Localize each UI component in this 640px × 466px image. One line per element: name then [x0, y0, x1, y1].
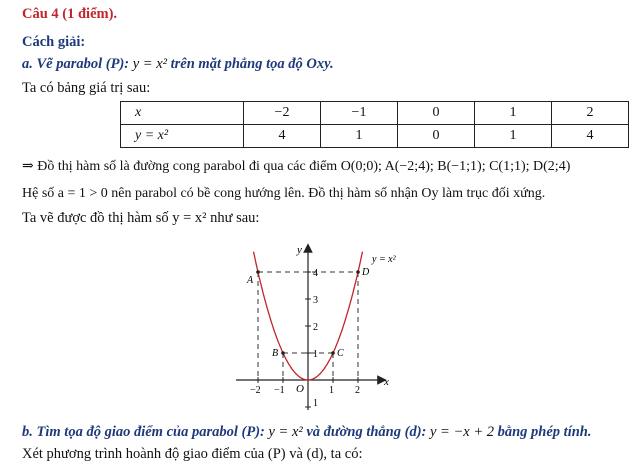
x-tick-label: 1 — [329, 385, 334, 396]
table-intro: Ta có bảng giá trị sau: — [22, 80, 151, 96]
y-tick-label: 3 — [313, 295, 318, 306]
table-cell: 2 — [552, 102, 629, 125]
point-label-D: D — [362, 267, 370, 278]
table-cell: −1 — [321, 102, 398, 125]
part-b-mid: và đường thẳng (d): — [306, 424, 427, 440]
table-cell: 0 — [398, 102, 475, 125]
origin-label: O — [296, 383, 304, 395]
table-cell: 0 — [398, 125, 475, 148]
x-tick-label: −1 — [274, 385, 285, 396]
point-C — [331, 351, 335, 355]
y-tick-label: 2 — [313, 322, 318, 333]
part-b-label: b. Tìm tọa độ giao điểm của parabol (P): — [22, 424, 265, 440]
draw-statement: Ta vẽ được đồ thị hàm số y = x² như sau: — [22, 210, 260, 226]
y-tick-label: 1 — [313, 349, 318, 360]
x-tick-label: −2 — [250, 385, 261, 396]
point-label-A: A — [247, 275, 254, 286]
part-a-formula: y = x² — [132, 56, 168, 72]
point-B — [281, 351, 285, 355]
y-axis-label: y — [297, 244, 302, 256]
x-axis-label: x — [384, 376, 389, 388]
table-cell: 4 — [552, 125, 629, 148]
part-b-tail: bằng phép tính. — [497, 424, 592, 440]
part-a-label: a. Vẽ parabol (P): — [22, 56, 130, 72]
table-cell: 4 — [244, 125, 321, 148]
part-b-heading — [22, 424, 591, 441]
x-tick-label: 2 — [355, 385, 360, 396]
point-label-B: B — [272, 348, 279, 359]
table-cell: 1 — [321, 125, 398, 148]
part-a-tail: trên mặt phẳng tọa độ Oxy. — [170, 56, 334, 72]
part-b-formula-2: y = −x + 2 — [430, 424, 494, 440]
curve-label: y = x² — [372, 254, 396, 265]
y-tick-label: 4 — [313, 268, 318, 279]
point-A — [256, 270, 260, 274]
table-header-y: y = x² — [121, 125, 244, 148]
y-neg-tick-label: 1 — [313, 398, 318, 409]
table-cell: 1 — [475, 125, 552, 148]
coefficient-statement: Hệ số a = 1 > 0 nên parabol có bề cong hướng lên. Đồ thị hàm số nhận Oy làm trục đối xứng. — [22, 186, 546, 201]
table-cell: −2 — [244, 102, 321, 125]
intersection-intro: Xét phương trình hoành độ giao điểm của (P) và (d), ta có: — [22, 446, 363, 462]
point-label-C: C — [337, 348, 344, 359]
points-statement: ⇒ Đồ thị hàm số là đường cong parabol đi qua các điểm O(0;0); A(−2;4); B(−1;1); C(1;1); D(2;4) — [22, 159, 571, 174]
point-D — [356, 270, 360, 274]
question-heading: Câu 4 (1 điểm). — [22, 6, 118, 22]
table-header-x: x — [121, 102, 244, 125]
method-heading: Cách giải: — [22, 34, 86, 50]
table-cell: 1 — [475, 102, 552, 125]
part-b-formula-1: y = x² — [268, 424, 303, 440]
